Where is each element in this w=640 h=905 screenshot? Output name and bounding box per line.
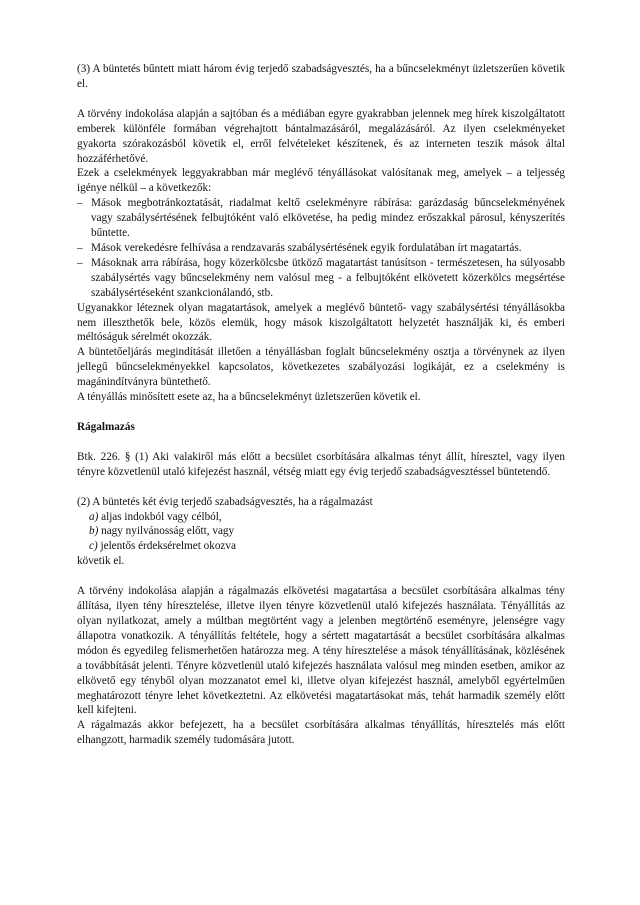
item-letter: a) [89,510,99,523]
list-item [77,256,565,301]
paragraph-procedure: A büntetőeljárás megindítását illetően a tényállásban foglalt bűncselekmény osztja a törvénynek az ilyen jellegű bűncselekményekkel kapcsolatos, következetes szabályozási logikáját, ez a cselekmény is magánindítványra büntethető. [77,346,565,389]
paragraph-btk-226: Btk. 226. § (1) Aki valakiről más előtt a becsület csorbítására alkalmas tényt állít, híresztel, vagy ilyen tényre közvetlenül utaló kifejezést használ, vétség miatt egy évig terjedő szabadságvesztéssel büntetendő. [77,450,565,478]
list-item-text: Mások verekedésre felhívása a rendzavarás szabálysértésének egyik fordulatában írt magatartás. [91,241,522,254]
item-letter: b) [89,525,99,538]
list-item [77,196,565,241]
item-letter: c) [89,540,98,553]
dash-list [77,196,565,300]
sub-list [77,510,565,555]
paragraph-defamation-justification: A törvény indokolása alapján a rágalmazás elkövetési magatartása a becsület csorbítására alkalmas tény állítása, ilyen tény híresztelése, illetve ilyen tényre közvetlenül utaló kifejezés használata. Tényállítás az olyan nyilatkozat, amely a múltban megtörtént vagy a jelenben megtörténő eseményre, jelenségre vagy állapotra vonatkozik. A tényállítás feltétele, hogy a sértett magatartását a becsület csorbítására alkalmas módon és egyedileg felismerhetően határozza meg. A tény híresztelése a mások tényállításának, közlésének a továbbítását jelenti. Tényre közvetlenül utaló kifejezés használata valósul meg minden esetben, amikor az elkövető egy tényből olyan mozzanatot emel ki, illetve olyan kifejezést használ, amelyből egyértelműen meghatározott tényre lehet következtetni. Az elkövetési magatartásokat más, tehát harmadik személy előtt kell kifejteni. [77,585,565,717]
dash-mark: – [77,197,83,210]
list-item [89,539,565,554]
list-item [77,241,565,256]
paragraph-behaviours: Ugyanakkor léteznek olyan magatartások, amelyek a meglévő büntető- vagy szabálysértési tényállásokba nem illeszthetők bele, közös elemük, hogy mások kiszolgáltatott helyzetét használják ki, és emberi méltóságuk sérelmét okozzák. [77,301,565,344]
paragraph-2: (2) A büntetés két évig terjedő szabadságvesztés, ha a rágalmazást [77,495,373,508]
list-item-text: Mások megbotránkoztatását, riadalmat keltő cselekményre rábírása: garázdaság bűncselekményének vagy szabálysértésének felbujtóként való elkövetése, ha pedig mindez erőszakkal párosul, kényszerítés bűntette. [91,197,565,240]
dash-mark: – [77,256,83,269]
list-item-text: Másoknak arra rábírása, hogy közerkölcsbe ütköző magatartást tanúsítson - természetesen, ha súlyosabb szabálysértés vagy bűncselekmény nem valósul meg - a felbujtóként elkövetett közerkölcs megsértése szabálysértéseként szankcionálandó, stb. [91,256,565,299]
list-item [89,510,565,525]
item-text: nagy nyilvánosság előtt, vagy [98,525,235,538]
dash-mark: – [77,241,83,254]
paragraph-committed: követik el. [77,555,125,568]
item-text: jelentős érdeksérelmet okozva [97,540,236,553]
item-text: aljas indokból vagy célból, [98,510,222,523]
section-heading: Rágalmazás [77,420,135,433]
list-item [89,524,565,539]
paragraph-3: (3) A büntetés bűntett miatt három évig terjedő szabadságvesztés, ha a bűncselekményt üzletszerűen követik el. [77,63,565,90]
paragraph-completion: A rágalmazás akkor befejezett, ha a becsület csorbítására alkalmas tényállítás, híresztelés más előtt elhangzott, harmadik személy tudomására jutott. [77,719,565,747]
paragraph-qualified-case: A tényállás minősített esete az, ha a bűncselekményt üzletszerűen követik el. [77,391,421,404]
paragraph-intro-list: Ezek a cselekmények leggyakrabban már meglévő tényállásokat valósítanak meg, amelyek – a teljesség igénye nélkül – a következők: [77,167,565,195]
paragraph-justification: A törvény indokolása alapján a sajtóban és a médiában egyre gyakrabban jelennek meg hírek kiszolgáltatott emberek különféle formában végrehajtott bántalmazásáról, megalázásáról. Az ilyen cselekményeket gyakorta szórakozásból követik el, erről felvételeket készítenek, és az interneten teszik mások által hozzáférhetővé. [77,107,565,165]
